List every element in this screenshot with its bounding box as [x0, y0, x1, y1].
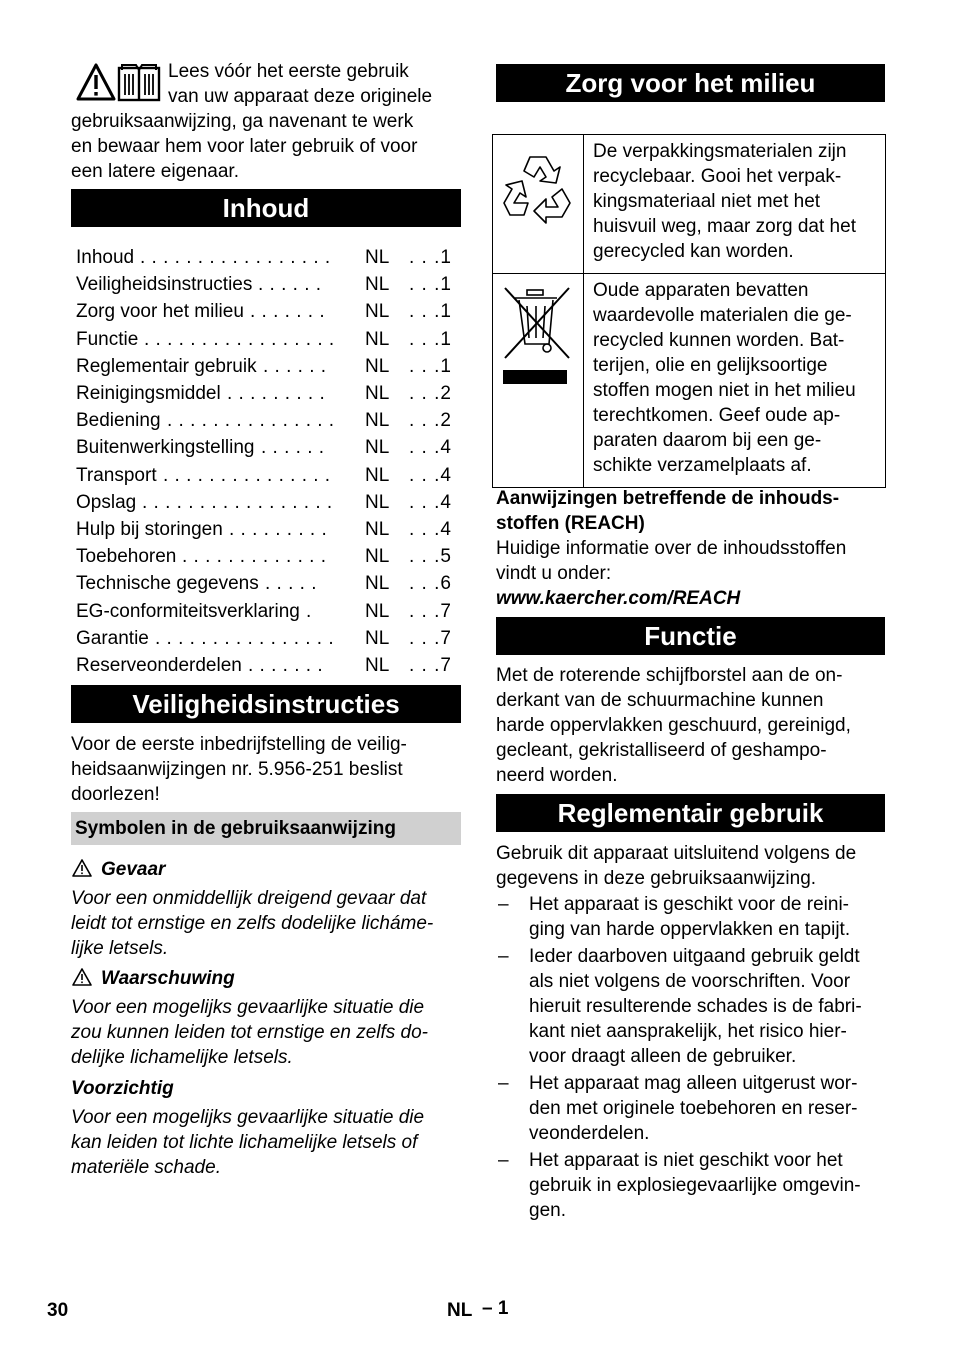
- bullet-line: als niet volgens de voorschriften. Voor: [529, 971, 851, 992]
- toc-entry-language: NL: [365, 301, 390, 323]
- toc-leader-dots: . . . . . . . . . . . . . . .: [163, 464, 331, 486]
- toc-entry-page: . . .2: [409, 383, 452, 404]
- warning-triangle-icon: [71, 967, 93, 987]
- toc-entry[interactable]: [76, 408, 461, 435]
- recycle-text: [584, 135, 885, 273]
- bullet-line: gebruik in explosiegevaarlijke omgevin-: [529, 1175, 861, 1196]
- recycle-line-5: gerecycled kan worden.: [593, 241, 794, 262]
- toc-entry-title: Hulp bij storingen: [76, 519, 223, 540]
- toc-entry-title: Zorg voor het milieu: [76, 301, 244, 323]
- page-number: 30: [47, 1300, 69, 1321]
- toc-entry-language: NL: [365, 655, 390, 676]
- warning-label: Waarschuwing: [101, 968, 235, 989]
- bullet-line: gen.: [529, 1200, 566, 1221]
- toc-entry-page: . . .7: [409, 627, 452, 649]
- toc-entry-language: NL: [365, 573, 390, 595]
- warning-line-3: delijke lichamelijke letsels.: [71, 1047, 293, 1068]
- environment-table: [492, 134, 886, 488]
- intro-line-1: Lees vóór het eerste gebruik: [168, 61, 409, 82]
- warning-label-row: [71, 966, 235, 991]
- danger-line-3: lijke letsels.: [71, 938, 169, 959]
- warning-triangle-icon: [71, 858, 93, 878]
- toc-entry[interactable]: [76, 299, 461, 326]
- toc-entry[interactable]: [76, 381, 461, 408]
- footer-section: NL: [447, 1300, 473, 1321]
- bullet-line: kant niet aansprakelijk, het risico hier-: [529, 1021, 847, 1042]
- toc-entry-title: EG-conformiteitsverklaring: [76, 600, 300, 622]
- usage-line-1: Gebruik dit apparaat uitsluitend volgens de: [496, 843, 857, 864]
- toc-entry[interactable]: [76, 544, 461, 571]
- function-line-4: gecleant, gekristalliseerd of geshampo-: [496, 740, 827, 761]
- safety-line-3: doorlezen!: [71, 784, 160, 805]
- toc-leader-dots: . . . . . . . . .: [227, 383, 326, 404]
- recycle-line-1: De verpakkingsmaterialen zijn: [593, 141, 847, 162]
- toc-entry[interactable]: [76, 517, 461, 544]
- weee-line-8: schikte verzamelplaats af.: [593, 455, 812, 476]
- symbols-heading: Symbolen in de gebruiksaanwijzing: [71, 812, 461, 845]
- toc-entry-language: NL: [365, 437, 390, 459]
- caution-line-2: kan leiden tot lichte lichamelijke letsels of: [71, 1132, 418, 1153]
- toc-entry-page: . . .4: [409, 464, 452, 486]
- function-line-2: derkant van de schuurmachine kunnen: [496, 690, 824, 711]
- toc-entry-language: NL: [365, 519, 390, 540]
- toc-leader-dots: . . . . . . .: [250, 301, 326, 323]
- recycle-row: [493, 135, 885, 273]
- recycle-icon-cell: [493, 135, 584, 273]
- reach-url-link[interactable]: www.kaercher.com/REACH: [496, 588, 741, 609]
- safety-line-1: Voor de eerste inbedrijfstelling de veilig-: [71, 734, 407, 755]
- manual-book-icon: [117, 62, 161, 102]
- reach-heading-line-2: stoffen (REACH): [496, 513, 645, 534]
- toc-entry-page: . . .1: [409, 301, 452, 323]
- bullet-dash: –: [498, 1073, 509, 1094]
- toc-entry-language: NL: [365, 410, 390, 432]
- toc-entry-page: . . .4: [409, 437, 452, 459]
- caution-label: Voorzichtig: [71, 1078, 174, 1099]
- bullet-line: veonderdelen.: [529, 1123, 650, 1144]
- bullet-dash: –: [498, 946, 509, 967]
- toc-entry-page: . . .2: [409, 410, 452, 432]
- toc-entry-language: NL: [365, 328, 390, 350]
- bullet-line: ging van harde oppervlakken en tapijt.: [529, 919, 851, 940]
- toc-leader-dots: . . . . . . . . . . . . . . . .: [155, 627, 335, 649]
- warning-triangle-icon: [75, 62, 117, 102]
- weee-line-1: Oude apparaten bevatten: [593, 280, 809, 301]
- toc-entry[interactable]: [76, 599, 461, 626]
- bullet-dash: –: [498, 1150, 509, 1171]
- toc-entry-language: NL: [365, 274, 390, 296]
- function-line-5: neerd worden.: [496, 765, 618, 786]
- toc-entry-title: Functie: [76, 328, 139, 350]
- toc-leader-dots: . . . . . . . . . . . . .: [182, 546, 327, 568]
- toc-entry-language: NL: [365, 383, 390, 404]
- toc-leader-dots: .: [306, 600, 312, 622]
- danger-line-2: leidt tot ernstige en zelfs dodelijke licháme-: [71, 913, 434, 934]
- caution-line-1: Voor een mogelijks gevaarlijke situatie die: [71, 1107, 425, 1128]
- bullet-line: hieruit resulterende schades is de fabri-: [529, 996, 862, 1017]
- toc-heading: Inhoud: [71, 189, 461, 227]
- weee-line-6: terechtkomen. Geef oude ap-: [593, 405, 841, 426]
- toc-entry[interactable]: [76, 626, 461, 653]
- toc-entry-title: Opslag: [76, 491, 137, 513]
- weee-line-5: stoffen mogen niet in het milieu: [593, 380, 856, 401]
- bullet-line: den met originele toebehoren en reser-: [529, 1098, 858, 1119]
- toc-entry-language: NL: [365, 627, 390, 649]
- weee-line-3: recycled kunnen worden. Bat-: [593, 330, 845, 351]
- toc-entry-language: NL: [365, 464, 390, 486]
- toc-entry-title: Inhoud: [76, 247, 135, 268]
- weee-line-4: terijen, olie en gelijksoortige: [593, 355, 828, 376]
- toc-entry-title: Reserveonderdelen: [76, 655, 242, 676]
- intro-line-4: en bewaar hem voor later gebruik of voor: [71, 136, 418, 157]
- toc-entry[interactable]: [76, 490, 461, 517]
- caution-line-3: materiële schade.: [71, 1157, 221, 1178]
- toc-entry[interactable]: [76, 327, 461, 354]
- toc-leader-dots: . . . . . . . . . . . . . . . . .: [144, 328, 335, 350]
- toc-entry-page: . . .7: [409, 655, 452, 676]
- toc-leader-dots: . . . . .: [265, 573, 318, 595]
- usage-line-2: gegevens in deze gebruiksaanwijzing.: [496, 868, 817, 889]
- toc-entry-page: . . .7: [409, 600, 452, 622]
- bullet-line: Het apparaat mag alleen uitgerust wor-: [529, 1073, 858, 1094]
- toc-leader-dots: . . . . . . . . . . . . . . . . .: [140, 247, 331, 268]
- reach-line-1: Huidige informatie over de inhoudsstoffen: [496, 538, 847, 559]
- toc-entry-title: Veiligheidsinstructies: [76, 274, 253, 296]
- toc-entry-title: Reinigingsmiddel: [76, 383, 221, 404]
- bullet-line: Ieder daarboven uitgaand gebruik geldt: [529, 946, 860, 967]
- toc-leader-dots: . . . . . . .: [248, 655, 324, 676]
- toc-entry-language: NL: [365, 491, 390, 513]
- intro-line-2: van uw apparaat deze originele: [168, 86, 433, 107]
- toc-entry-page: . . .4: [409, 519, 452, 540]
- toc-leader-dots: . . . . . .: [258, 274, 322, 296]
- toc-entry-page: . . .5: [409, 546, 452, 568]
- toc-leader-dots: . . . . . . . . . . . . . . .: [167, 410, 335, 432]
- weee-icon-cell: [493, 274, 584, 487]
- safety-heading: Veiligheidsinstructies: [71, 685, 461, 723]
- danger-label: Gevaar: [101, 859, 166, 880]
- bullet-line: voor draagt alleen de gebruiker.: [529, 1046, 797, 1067]
- safety-line-2: heidsaanwijzingen nr. 5.956-251 beslist: [71, 759, 403, 780]
- function-line-1: Met de roterende schijfborstel aan de on-: [496, 665, 843, 686]
- toc-entry-title: Bediening: [76, 410, 161, 432]
- toc-entry-title: Transport: [76, 464, 157, 486]
- recycle-line-3: kingsmateriaal niet met het: [593, 191, 821, 212]
- footer-section-page: – 1: [482, 1298, 509, 1319]
- danger-line-1: Voor een onmiddellijk dreigend gevaar dat: [71, 888, 427, 909]
- toc-entry-title: Technische gegevens: [76, 573, 259, 595]
- bullet-line: Het apparaat is geschikt voor de reini-: [529, 894, 849, 915]
- toc-entry[interactable]: [76, 653, 461, 680]
- toc-entry-page: . . .4: [409, 491, 452, 513]
- toc-entry-language: NL: [365, 600, 390, 622]
- toc-entry-title: Reglementair gebruik: [76, 355, 257, 377]
- intro-icons: [71, 62, 171, 104]
- toc-entry[interactable]: [76, 463, 461, 490]
- toc-entry[interactable]: [76, 435, 461, 462]
- crossed-out-wheelie-bin-icon: [501, 286, 573, 396]
- bullet-line: Het apparaat is niet geschikt voor het: [529, 1150, 843, 1171]
- weee-line-2: waardevolle materialen die ge-: [593, 305, 852, 326]
- function-heading: Functie: [496, 617, 885, 655]
- usage-heading: Reglementair gebruik: [496, 794, 885, 832]
- intro-line-3: gebruiksaanwijzing, ga navenant te werk: [71, 111, 414, 132]
- weee-row: [493, 273, 885, 487]
- toc-entry-page: . . .1: [409, 328, 452, 350]
- toc-entry-language: NL: [365, 355, 390, 377]
- recycle-icon: [500, 149, 576, 225]
- recycle-line-4: huisvuil weg, maar zorg dat het: [593, 216, 856, 237]
- recycle-line-2: recyclebaar. Gooi het verpak-: [593, 166, 842, 187]
- toc-leader-dots: . . . . . .: [263, 355, 327, 377]
- warning-line-2: zou kunnen leiden tot ernstige en zelfs do-: [71, 1022, 429, 1043]
- danger-label-row: [71, 857, 165, 882]
- toc-entry-page: . . .1: [409, 274, 452, 296]
- toc-entry-title: Toebehoren: [76, 546, 177, 568]
- toc-entry-page: . . .1: [409, 247, 452, 268]
- toc-entry-page: . . .6: [409, 573, 452, 595]
- bullet-dash: –: [498, 894, 509, 915]
- toc-entry[interactable]: [76, 354, 461, 381]
- toc-entry[interactable]: [76, 245, 461, 272]
- function-line-3: harde oppervlakken geschuurd, gereinigd,: [496, 715, 851, 736]
- weee-line-7: paraten daarom bij een ge-: [593, 430, 822, 451]
- toc-entry[interactable]: [76, 571, 461, 598]
- toc-leader-dots: . . . . . . . . .: [229, 519, 328, 540]
- reach-line-2: vindt u onder:: [496, 563, 612, 584]
- environment-heading: Zorg voor het milieu: [496, 64, 885, 102]
- toc-entry-page: . . .1: [409, 355, 452, 377]
- toc-leader-dots: . . . . . . . . . . . . . . . . .: [142, 491, 333, 513]
- toc-entry-title: Garantie: [76, 627, 149, 649]
- warning-line-1: Voor een mogelijks gevaarlijke situatie die: [71, 997, 425, 1018]
- reach-heading-line-1: Aanwijzingen betreffende de inhouds-: [496, 488, 840, 509]
- toc-entry-title: Buitenwerkingstelling: [76, 437, 255, 459]
- intro-line-5: een latere eigenaar.: [71, 161, 239, 182]
- toc-entry-language: NL: [365, 247, 390, 268]
- toc-entry[interactable]: [76, 272, 461, 299]
- toc-leader-dots: . . . . . .: [261, 437, 325, 459]
- toc-entry-language: NL: [365, 546, 390, 568]
- weee-text: [584, 274, 885, 487]
